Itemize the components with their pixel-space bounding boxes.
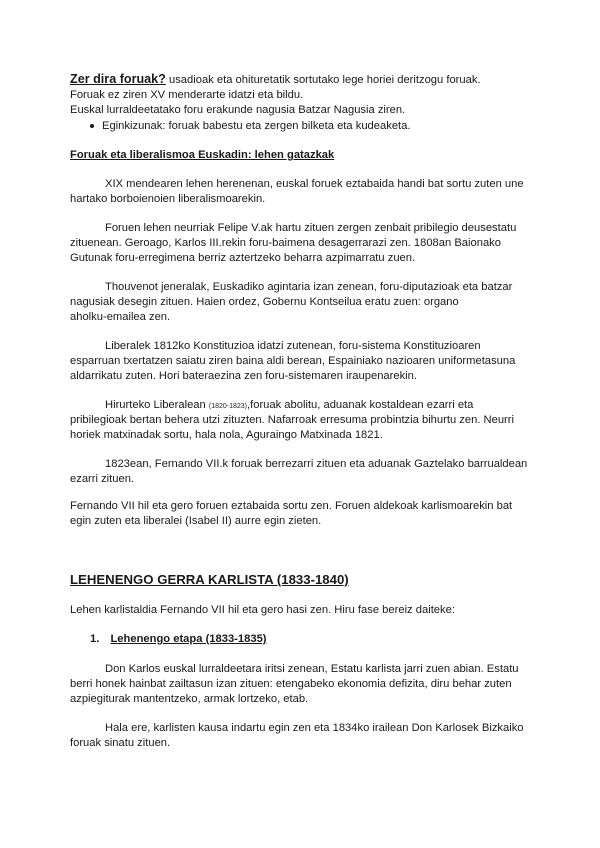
paragraph-line bbox=[105, 398, 473, 414]
bullet-icon bbox=[90, 124, 94, 128]
intro-question-line bbox=[70, 72, 481, 87]
question-definition: usadioak eta ohituretatik sortutako lege horiei deritzogu foruak. bbox=[165, 74, 481, 86]
intro-bullet-item bbox=[90, 119, 410, 133]
paragraph-line: 1823ean, Fernando VII.k foruak berrezarri zituen eta aduanak Gaztelako barrualdean bbox=[105, 458, 528, 470]
paragraph-line: foruak sinatu zituen. bbox=[70, 737, 171, 749]
section-intro: Lehen karlistaldia Fernando VII hil eta gero hasi zen. Hiru fase bereiz daiteke: bbox=[70, 604, 455, 616]
paragraph-line: nagusiak desegin zituen. Haien ordez, Gobernu Kontseilua eratu zuen: organo bbox=[70, 296, 459, 308]
paragraph-line: horiek matxinadak sortu, hala nola, Aguraingo Matxinada 1821. bbox=[70, 429, 383, 441]
paragraph-line: Thouvenot jeneralak, Euskadiko agintaria izan zenean, foru-diputazioak eta batzar bbox=[105, 281, 513, 293]
intro-line-3: Euskal lurraldeetatako foru erakunde nagusia Batzar Nagusia ziren. bbox=[70, 104, 406, 116]
paragraph-line: berri honek hainbat zailtasun izan zituen: etengabeko ekonomia defizita, diru behar zuten bbox=[70, 678, 512, 690]
paragraph-line: azpiegiturak mantentzeko, armak lortzeko, etab. bbox=[70, 693, 309, 705]
question-heading: Zer dira foruak? bbox=[70, 72, 166, 86]
paragraph-line: Fernando VII hil eta gero foruen eztabaida sortu zen. Foruen aldekoak karlismoarekin bat bbox=[70, 500, 513, 512]
paragraph-line: Hala ere, karlisten kausa indartu egin zen eta 1834ko irailean Don Karlosek Bizkaiko bbox=[105, 722, 524, 734]
intro-line-2: Foruak ez ziren XV menderarte idatzi eta bildu. bbox=[70, 89, 304, 101]
paragraph-line: Gutunak foru-erregimena berriz aztertzeko beharra azpimarratu zuen. bbox=[70, 252, 416, 264]
paragraph-text: Hirurteko Liberalean bbox=[105, 399, 209, 411]
paragraph-line: XIX mendearen lehen herenenan, euskal foruek eztabaida handi bat sortu zuten une bbox=[105, 178, 524, 190]
paragraph-line: Liberalek 1812ko Konstituzioa idatzi zutenean, foru-sistema Konstituzioaren bbox=[105, 340, 481, 352]
paragraph-line: hartako borboienoien liberalismoarekin. bbox=[70, 193, 266, 205]
paragraph-text: ,foruak abolitu, aduanak kostaldean ezarri eta bbox=[247, 399, 474, 411]
item-number: 1. bbox=[90, 633, 100, 645]
paragraph-line: Foruen lehen neurriak Felipe V.ak hartu zituen zergen zenbait pribilegio deusestatu bbox=[105, 222, 517, 234]
numbered-item-heading bbox=[90, 632, 267, 646]
bullet-text: Eginkizunak: foruak babestu eta zergen bilketa eta kudeaketa. bbox=[102, 120, 411, 132]
section-heading-foruak: Foruak eta liberalismoa Euskadin: lehen gatazkak bbox=[70, 149, 335, 161]
item-title: Lehenengo etapa (1833-1835) bbox=[110, 633, 267, 645]
paragraph-line: ezarri zituen. bbox=[70, 473, 135, 485]
paragraph-line: zituenean. Geroago, Karlos III.rekin foru-baimena desagerrarazi zen. 1808an Baionako bbox=[70, 237, 501, 249]
paragraph-line: aldarrikatu zuten. Hori bateraezina zen foru-sistemaren iraupenarekin. bbox=[70, 370, 417, 382]
paragraph-line: pribilegioak bertan behera utzi zituzten. Nafarroak erresuma probintzia bihurtu zen. Neurri bbox=[70, 414, 514, 426]
paragraph-line: aholku-emailea zen. bbox=[70, 311, 171, 323]
date-range-note: (1820-1823) bbox=[208, 403, 247, 410]
paragraph-line: egin zuten eta liberalei (Isabel II) aurre egin zieten. bbox=[70, 515, 322, 527]
section-heading-gerra-karlista: LEHENENGO GERRA KARLISTA (1833-1840) bbox=[70, 572, 349, 587]
paragraph-line: esparruan txertatzen saiatu ziren baina aldi berean, Espainiako nazioaren uniformetasuna bbox=[70, 355, 516, 367]
paragraph-line: Don Karlos euskal lurraldeetara iritsi zenean, Estatu karlista jarri zuen abian. Estatu bbox=[105, 663, 519, 675]
